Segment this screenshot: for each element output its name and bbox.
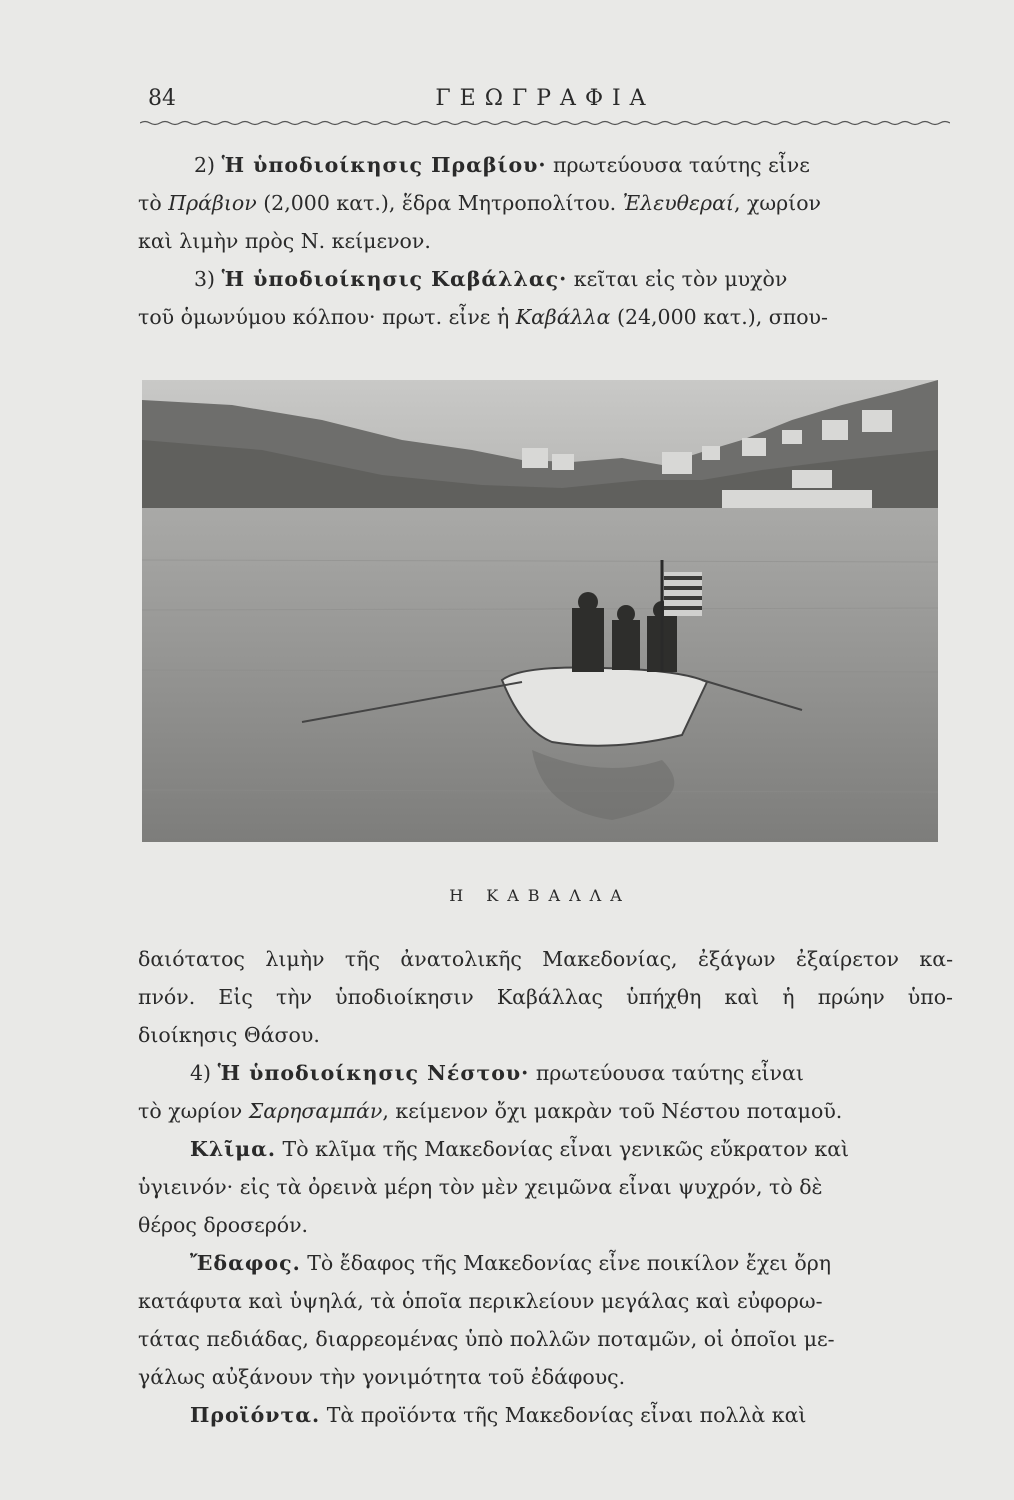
text-line: διοίκησις Θάσου.	[138, 1023, 320, 1047]
place-name: Καβάλλα	[515, 305, 611, 329]
text-run: πρωτεύουσα ταύτης εἶνε	[546, 153, 810, 177]
text-line: γάλως αὐξάνουν τὴν γονιμότητα τοῦ ἐδάφους.	[138, 1365, 626, 1389]
text-run: πρωτεύουσα ταύτης εἶναι	[529, 1061, 804, 1085]
products-line-1	[138, 1396, 953, 1434]
text-line: τάτας πεδιάδας, διαρρεομένας ὑπὸ πολλῶν ποταμῶν, οἱ ὁποῖοι με-	[138, 1327, 835, 1351]
running-title: ΓΕΩΓΡΑΦΙΑ	[435, 86, 655, 111]
paragraph-2-line-1	[138, 146, 953, 184]
place-name: Πράβιον	[168, 191, 257, 215]
photo-illustration	[142, 380, 938, 842]
bottom-text-block	[138, 940, 953, 1434]
text-line: θέρος δροσερόν.	[138, 1213, 309, 1237]
text-run: (24,000 κατ.), σπου-	[610, 305, 828, 329]
item-number: 2)	[194, 153, 222, 177]
page-number: 84	[148, 86, 176, 111]
section-heading-nestos: Ἡ ὑποδιοίκησις Νέστου·	[217, 1061, 530, 1085]
text-run: Τὸ κλῖμα τῆς Μακεδονίας εἶναι γενικῶς εὔκρατον καὶ	[276, 1137, 850, 1161]
text-run: Τὸ ἔδαφος τῆς Μακεδονίας εἶνε ποικίλον ἔχει ὄρη	[300, 1251, 832, 1275]
item-number: 3)	[194, 267, 222, 291]
page-header	[140, 82, 950, 122]
text-run: τὸ χωρίον	[138, 1099, 249, 1123]
text-run: Τὰ προϊόντα τῆς Μακεδονίας εἶναι πολλὰ καὶ	[320, 1403, 807, 1427]
paragraph-3-line-2	[138, 298, 953, 336]
place-name: Σαρησαμπάν	[248, 1099, 383, 1123]
paragraph-4-line-2	[138, 1092, 953, 1130]
text-run: , κείμενον ὄχι μακρὰν τοῦ Νέστου ποταμοῦ.	[382, 1099, 843, 1123]
place-name: Ἐλευθεραί	[622, 191, 734, 215]
top-text-block	[138, 146, 953, 336]
paragraph-4-line-1	[138, 1054, 953, 1092]
section-heading-kavala: Ἡ ὑποδιοίκησις Καβάλλας·	[221, 267, 568, 291]
section-heading-climate: Κλῖμα.	[190, 1137, 277, 1161]
paragraph-2-line-3: καὶ λιμὴν πρὸς Ν. κείμενον.	[138, 229, 431, 253]
paragraph-3-line-1	[138, 260, 953, 298]
text-run: τοῦ ὁμωνύμου κόλπου· πρωτ. εἶνε ἡ	[138, 305, 516, 329]
section-heading-products: Προϊόντα.	[190, 1403, 321, 1427]
header-wavy-rule	[140, 120, 950, 126]
text-run: , χωρίον	[733, 191, 822, 215]
text-line: πνόν. Εἰς τὴν ὑποδιοίκησιν Καβάλλας ὑπήχθη καὶ ἡ πρώην ὑπο-	[138, 985, 953, 1009]
paragraph-2-line-2	[138, 184, 953, 222]
climate-line-1	[138, 1130, 953, 1168]
text-run: (2,000 κατ.), ἕδρα Μητροπολίτου.	[256, 191, 623, 215]
text-line: κατάφυτα καὶ ὑψηλά, τὰ ὁποῖα περικλείουν μεγάλας καὶ εὐφορω-	[138, 1289, 823, 1313]
soil-line-1	[138, 1244, 953, 1282]
text-line: ὑγιεινόν· εἰς τὰ ὀρεινὰ μέρη τὸν μὲν χειμῶνα εἶναι ψυχρόν, τὸ δὲ	[138, 1175, 823, 1199]
text-run: τὸ	[138, 191, 169, 215]
kavala-harbor-photo	[142, 380, 938, 842]
photo-caption: Η ΚΑΒΑΛΛΑ	[449, 886, 631, 905]
text-line: δαιότατος λιμὴν τῆς ἀνατολικῆς Μακεδονίας, ἐξάγων ἐξαίρετον κα-	[138, 947, 953, 971]
section-heading-pravio: Ἡ ὑποδιοίκησις Πραβίου·	[221, 153, 547, 177]
item-number: 4)	[190, 1061, 218, 1085]
section-heading-soil: Ἔδαφος.	[190, 1251, 301, 1275]
text-run: κεῖται εἰς τὸν μυχὸν	[567, 267, 788, 291]
